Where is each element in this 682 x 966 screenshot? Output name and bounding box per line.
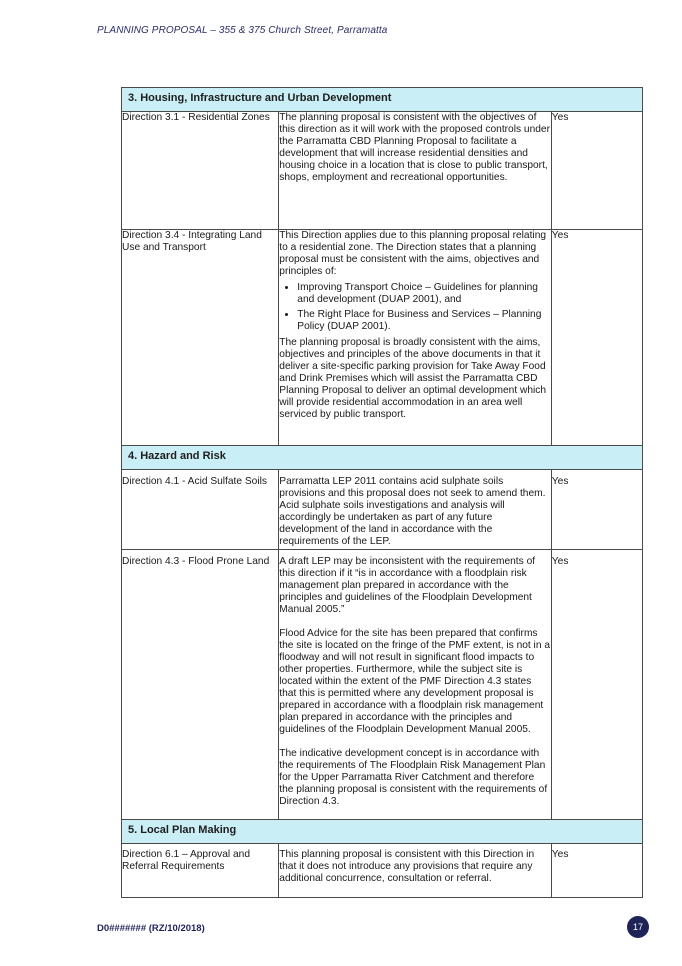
comment-paragraph: A draft LEP may be inconsistent with the requirements of this direction if it “is in accordance with a floodplain risk management plan prepared in accordance with the principles and guidelines of the Floodplain Development Manual 2005.” [279, 556, 536, 615]
direction-cell: Direction 6.1 – Approval and Referral Requirements [122, 844, 279, 898]
direction-cell: Direction 4.3 - Flood Prone Land [122, 550, 279, 820]
direction-cell: Direction 4.1 - Acid Sulfate Soils [122, 470, 279, 550]
section-heading-hazard: 4. Hazard and Risk [122, 446, 643, 470]
section-heading-local-plan: 5. Local Plan Making [122, 820, 643, 844]
running-header: PLANNING PROPOSAL – 355 & 375 Church Street, Parramatta [97, 25, 388, 36]
direction-cell: Direction 3.4 - Integrating Land Use and Transport [122, 230, 279, 446]
consistency-value: Yes [551, 849, 569, 860]
consistency-value: Yes [551, 556, 569, 567]
table-row [122, 112, 643, 230]
comment-paragraph: Flood Advice for the site has been prepared that confirms the site is located on the fringe of the PMF extent, is not in a floodway and will not result in significant flood impacts to other properties. Furthermore, while the subject site is located within the extent of the PMF Direction 4.3 states that this is permitted where any development proposal is prepared in accordance with a floodplain risk management plan prepared in accordance with the principles and guidelines of the Floodplain Development Manual 2005. [279, 628, 550, 735]
direction-cell: Direction 3.1 - Residential Zones [122, 112, 279, 230]
comment-cell: This planning proposal is consistent with this Direction in that it does not introduce any provisions that require any additional concurrence, consultation or referral. [279, 844, 552, 898]
consistency-table [121, 87, 643, 898]
table-row [122, 844, 643, 898]
consistency-cell [551, 112, 642, 230]
consistency-cell [551, 844, 642, 898]
table-row [122, 230, 643, 446]
section-heading-housing: 3. Housing, Infrastructure and Urban Development [122, 88, 643, 112]
consistency-cell [551, 230, 642, 446]
page-number-badge: 17 [627, 916, 649, 938]
bullet-list [279, 282, 551, 333]
table-row [122, 550, 643, 820]
comment-cell: Parramatta LEP 2011 contains acid sulphate soils provisions and this proposal does not seek to amend them. Acid sulphate soils investigations and analysis will accordingly be undertaken as part of any future development of the land in accordance with the requirements of the LEP. [279, 470, 552, 550]
section-header-row [122, 820, 643, 844]
document-reference: D0####### (RZ/10/2018) [97, 923, 205, 934]
consistency-value: Yes [551, 476, 569, 487]
comment-cell [279, 230, 552, 446]
consistency-cell [551, 470, 642, 550]
comment-paragraph: The indicative development concept is in accordance with the requirements of The Floodplain Risk Management Plan for the Upper Parramatta River Catchment and therefore the planning proposal is consistent with the requirements of Direction 4.3. [279, 748, 548, 807]
consistency-value: Yes [551, 112, 569, 123]
list-item: • Improving Transport Choice – Guidelines for planning and development (DUAP 2001), and [297, 282, 551, 306]
table-row [122, 470, 643, 550]
comment-cell: The planning proposal is consistent with the objectives of this direction as it will work with the proposed controls under the Parramatta CBD Planning Proposal to facilitate a development that will increase residential densities and housing choice in a location that is close to public transport, shops, employment and recreational opportunities. [279, 112, 552, 230]
consistency-value: Yes [551, 230, 569, 241]
list-item: • The Right Place for Business and Services – Planning Policy (DUAP 2001). [297, 309, 551, 333]
comment-conclusion: The planning proposal is broadly consistent with the aims, objectives and principles of the above documents in that it deliver a site-specific parking provision for Take Away Food and Drink Premises which will assist the Parramatta CBD Planning Proposal to deliver an optimal development which will provide residential accommodation in an area well serviced by public transport. [279, 337, 547, 420]
comment-intro: This Direction applies due to this planning proposal relating to a residential zone. The Direction states that a planning proposal must be consistent with the aims, objectives and principles of: [279, 230, 547, 277]
section-header-row [122, 446, 643, 470]
comment-cell [279, 550, 552, 820]
section-header-row [122, 88, 643, 112]
consistency-cell [551, 550, 642, 820]
